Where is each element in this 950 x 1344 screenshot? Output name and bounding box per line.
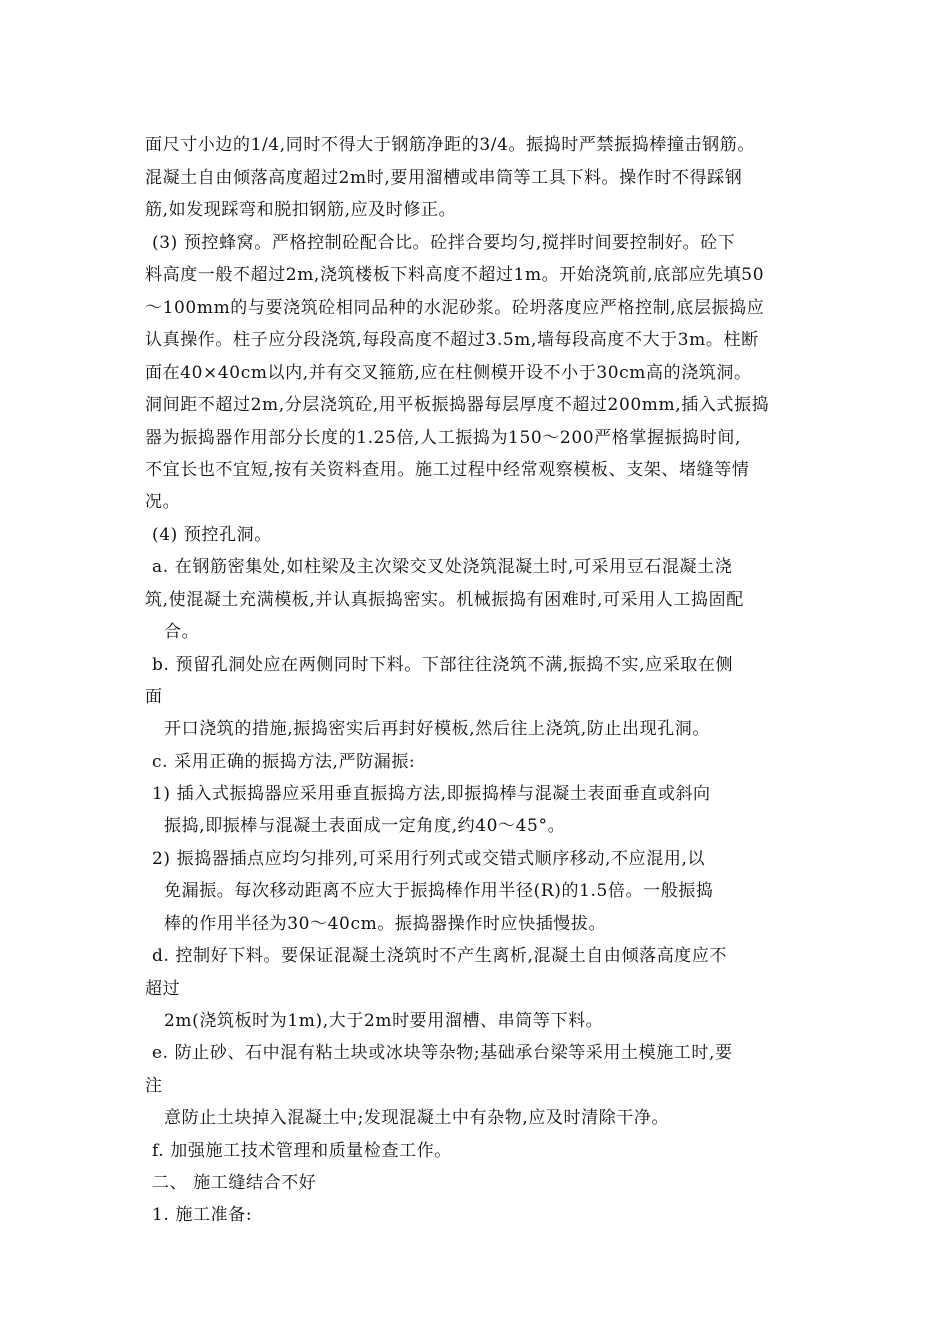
text-line: c. 采用正确的振捣方法,严防漏振: — [152, 752, 416, 772]
text-line: 合。 — [164, 622, 200, 642]
text-line: 面在40×40cm以内,并有交叉箍筋,应在柱侧模开设不小于30cm高的浇筑洞。 — [145, 363, 752, 383]
text-line: (4) 预控孔洞。 — [152, 525, 272, 545]
text-line: (3) 预控蜂窝。严格控制砼配合比。砼拌合要均匀,搅拌时间要控制好。砼下 — [152, 233, 736, 253]
text-line: 1. 施工准备: — [152, 1205, 253, 1225]
text-line: 振捣,即振棒与混凝土表面成一定角度,约40～45°。 — [164, 816, 566, 836]
text-line: 筋,如发现踩弯和脱扣钢筋,应及时修正。 — [145, 200, 457, 220]
text-line: 认真操作。柱子应分段浇筑,每段高度不超过3.5m,墙每段高度不大于3m。柱断 — [145, 330, 759, 350]
text-line: 棒的作用半径为30～40cm。振捣器操作时应快插慢拔。 — [164, 914, 607, 934]
text-line: 超过 — [145, 979, 181, 999]
section-heading: 二、 施工缝结合不好 — [152, 1173, 317, 1193]
text-line: 注 — [145, 1076, 163, 1096]
text-line: ～100mm的与要浇筑砼相同品种的水泥砂浆。砼坍落度应严格控制,底层振捣应 — [145, 298, 765, 318]
text-line: b. 预留孔洞处应在两侧同时下料。下部往往浇筑不满,振捣不实,应采取在侧 — [152, 655, 734, 675]
text-line: f. 加强施工技术管理和质量检查工作。 — [152, 1141, 452, 1161]
text-line: 不宜长也不宜短,按有关资料查用。施工过程中经常观察模板、支架、堵缝等情 — [145, 460, 750, 480]
text-line: 料高度一般不超过2m,浇筑楼板下料高度不超过1m。开始浇筑前,底部应先填50 — [145, 265, 765, 285]
text-line: 2m(浇筑板时为1m),大于2m时要用溜槽、串筒等下料。 — [164, 1011, 604, 1031]
text-line: 面尺寸小边的1/4,同时不得大于钢筋净距的3/4。振捣时严禁振捣棒撞击钢筋。 — [145, 135, 755, 155]
text-line: 开口浇筑的措施,振捣密实后再封好模板,然后往上浇筑,防止出现孔洞。 — [164, 719, 711, 739]
text-line: d. 控制好下料。要保证混凝土浇筑时不产生离析,混凝土自由倾落高度应不 — [152, 946, 728, 966]
text-line: 1) 插入式振捣器应采用垂直振捣方法,即振捣棒与混凝土表面垂直或斜向 — [152, 784, 711, 804]
text-line: 2) 振捣器插点应均匀排列,可采用行列式或交错式顺序移动,不应混用,以 — [152, 849, 706, 869]
text-line: 洞间距不超过2m,分层浇筑砼,用平板振捣器每层厚度不超过200mm,插入式振捣 — [145, 395, 770, 415]
text-line: a. 在钢筋密集处,如柱梁及主次梁交叉处浇筑混凝土时,可采用豆石混凝土浇 — [152, 557, 733, 577]
text-line: 面 — [145, 687, 163, 707]
text-line: 器为振捣器作用部分长度的1.25倍,人工振捣为150～200严格掌握振捣时间, — [145, 428, 741, 448]
text-line: 免漏振。每次移动距离不应大于振捣棒作用半径(R)的1.5倍。一般振捣 — [164, 881, 714, 901]
text-line: e. 防止砂、石中混有粘土块或冰块等杂物;基础承台梁等采用土模施工时,要 — [152, 1043, 733, 1063]
text-line: 筑,使混凝土充满模板,并认真振捣密实。机械振捣有困难时,可采用人工捣固配 — [145, 590, 744, 610]
text-line: 混凝土自由倾落高度超过2m时,要用溜槽或串筒等工具下料。操作时不得踩钢 — [145, 168, 743, 188]
text-line: 意防止土块掉入混凝土中;发现混凝土中有杂物,应及时清除干净。 — [164, 1108, 670, 1128]
text-line: 况。 — [145, 492, 181, 512]
